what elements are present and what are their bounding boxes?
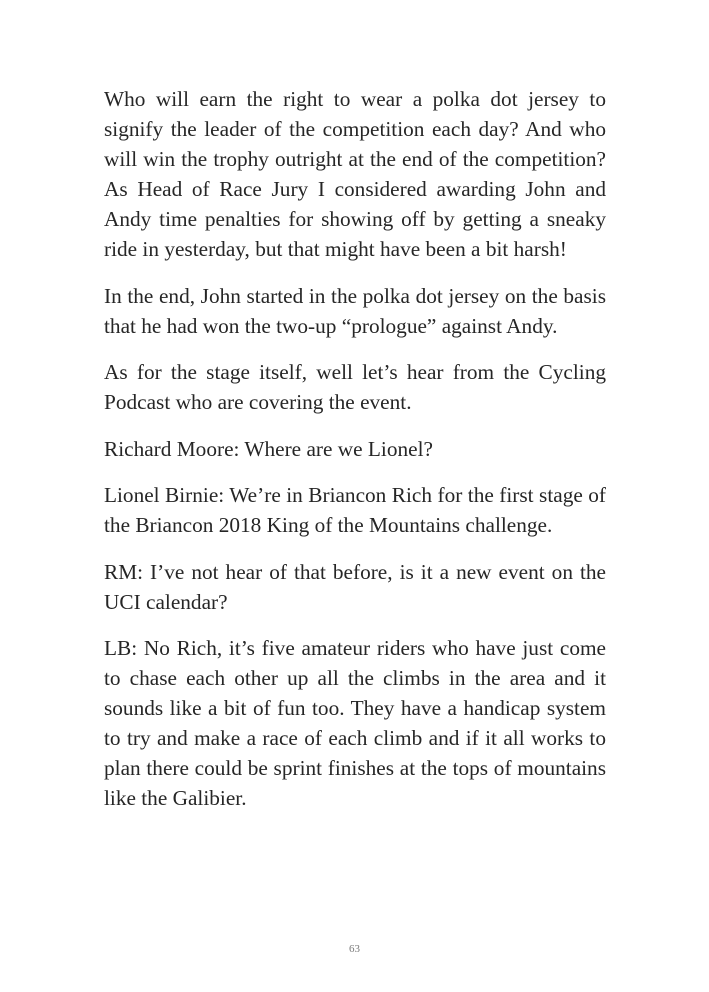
- paragraph-cycling-podcast: As for the stage itself, well let’s hear from the Cycling Podcast who are covering the event.: [104, 360, 606, 414]
- paragraph-uci-calendar: RM: I’ve not hear of that before, is it a new event on the UCI calendar?: [104, 559, 606, 614]
- paragraph-prologue: In the end, John started in the polka dot jersey on the basis that he had won the two-up “prologue” against Andy.: [104, 283, 606, 338]
- paragraph-amateur-riders: LB: No Rich, it’s five amateur riders who have just come to chase each other up all the climbs in the area and it sounds like a bit of fun too. They have a handicap system to try and make a race of each climb and if it all works to plan there could be sprint finishes at the tops of mountains like the Galibier.: [104, 636, 606, 810]
- page-number: 63: [349, 943, 360, 955]
- paragraph-polka-dot-jersey: Who will earn the right to wear a polka dot jersey to signify the leader of the competition each day? And who will win the trophy outright at the end of the competition? As Head of Race Jury I considered awarding John and Andy time penalties for showing off by getting a sneaky ride in yesterday, but that might have been a bit harsh!: [104, 87, 606, 261]
- body-text: [104, 84, 606, 830]
- paragraph-richard-moore: Richard Moore: Where are we Lionel?: [104, 436, 433, 461]
- paragraph-lionel-birnie: Lionel Birnie: We’re in Briancon Rich for the first stage of the Briancon 2018 King of the Mountains challenge.: [104, 483, 606, 537]
